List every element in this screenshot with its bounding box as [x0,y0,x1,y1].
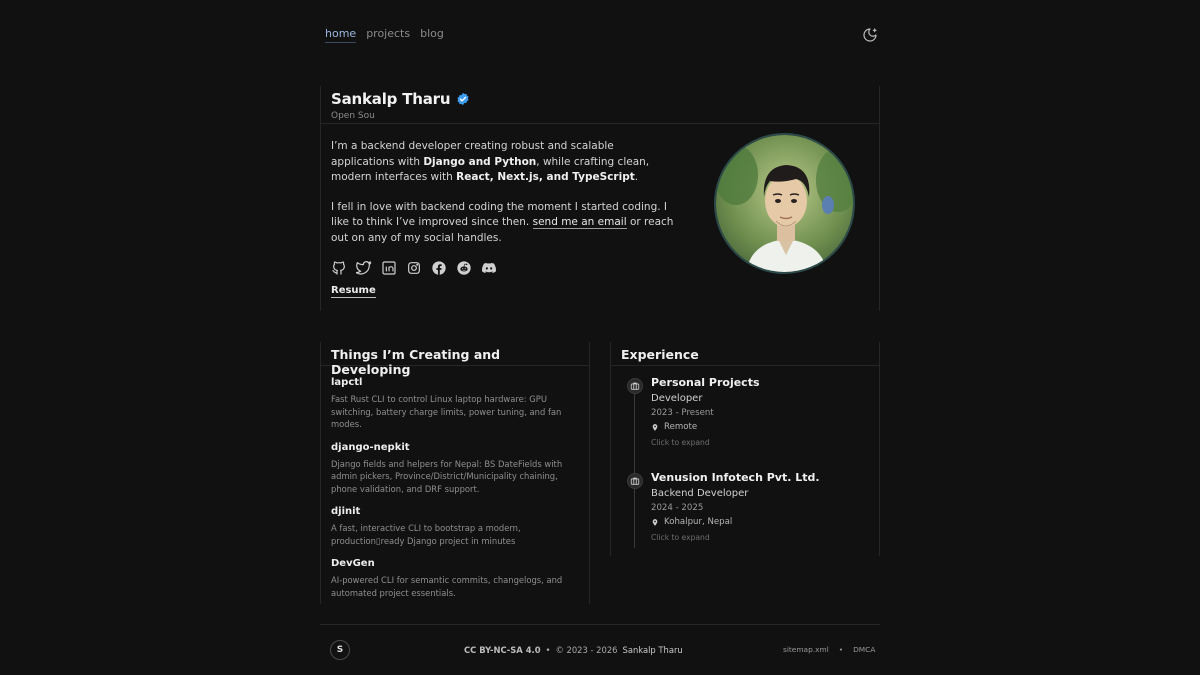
footer-separator: • [545,645,551,655]
experience-location-text: Remote [664,422,698,432]
github-icon[interactable] [331,260,347,276]
experience-dates: 2023 - Present [651,408,714,418]
moon-icon [862,27,878,43]
project-description: AI-powered CLI for semantic commits, changelogs, and automated project essentials. [331,575,563,598]
footer-copyright [464,645,683,655]
project-description: Fast Rust CLI to control Linux laptop hardware: GPU switching, battery charge limits, power tuning, and fan modes. [331,394,562,429]
experience-title: Experience [611,342,879,366]
email-link[interactable]: send me an email [532,216,627,228]
copyright-owner: Sankalp Tharu [622,645,683,655]
bio-paragraph-2 [331,200,676,247]
experience-company: Venusion Infotech Pvt. Ltd. [651,471,820,484]
project-description: A fast, interactive CLI to bootstrap a modern, production▯ready Django project in minutes [331,523,521,546]
bio-text: I fell in love with backend coding the moment I started coding. I like to think I’ve improved since then. [331,200,668,228]
bio-highlight: Django and Python [423,155,537,168]
bio-text: . [634,171,639,183]
footer-divider [320,624,880,625]
project-name: djinit [331,506,361,517]
copyright-years: © 2023 - 2026 [555,645,618,655]
instagram-icon[interactable] [406,260,422,276]
bio-text: , while crafting clean, modern interfaces with [331,155,650,183]
reddit-icon[interactable] [456,260,472,276]
avatar-illustration [716,135,855,274]
verified-badge-icon [456,92,470,106]
project-item[interactable] [321,377,589,431]
bio-text: I’m a backend developer creating robust and scalable applications with [331,140,614,168]
experience-role: Developer [651,393,703,404]
hero-card [320,86,880,311]
experience-dates: 2024 - 2025 [651,503,704,513]
experience-section [610,342,880,556]
bio-paragraph-1 [331,139,676,186]
expand-toggle[interactable]: Click to expand [651,438,710,447]
nav-home[interactable]: home [325,27,356,43]
experience-company: Personal Projects [651,376,760,389]
project-name: django-nepkit [331,441,410,453]
experience-location-text: Kohalpur, Nepal [664,517,733,527]
projects-title: Things I’m Creating and Developing [321,342,589,366]
bio-highlight: React, Next.js, and TypeScript [456,171,635,183]
profile-tagline: Open Sou [331,111,375,121]
experience-location [651,422,760,432]
location-pin-icon [651,518,659,527]
experience-location [651,517,820,527]
briefcase-icon [627,378,643,394]
twitter-icon[interactable] [356,260,372,276]
social-links [331,260,497,276]
projects-section [320,342,590,604]
theme-toggle-button[interactable] [862,27,878,43]
bio [331,139,676,246]
top-nav [325,27,444,43]
location-pin-icon [651,423,659,432]
profile-name: Sankalp Tharu [331,90,451,108]
dmca-link[interactable]: DMCA [853,645,876,654]
license-link[interactable]: CC BY-NC-SA 4.0 [464,645,541,655]
nav-projects[interactable]: projects [366,27,411,40]
discord-icon[interactable] [481,260,497,276]
footer-logo[interactable]: S [330,640,350,660]
facebook-icon[interactable] [431,260,447,276]
project-item[interactable] [321,506,589,547]
project-name: DevGen [331,558,375,569]
avatar [714,133,855,274]
project-item[interactable] [321,558,589,599]
linkedin-icon[interactable] [381,260,397,276]
footer-separator: • [838,645,844,654]
experience-role: Backend Developer [651,488,749,499]
timeline-line [634,378,635,548]
resume-link[interactable]: Resume [331,285,376,296]
project-description: Django fields and helpers for Nepal: BS DateFields with admin pickers, Province/District/Municipality chaining, phone validation, and DRF support. [331,458,563,494]
briefcase-icon [627,473,643,489]
hero-header [321,86,879,124]
project-item[interactable] [321,442,589,496]
expand-toggle[interactable]: Click to expand [651,533,710,542]
bio-text: or reach out on any of my social handles. [331,216,674,244]
sitemap-link[interactable]: sitemap.xml [783,645,829,654]
project-name: lapctl [331,377,363,388]
nav-blog[interactable]: blog [420,27,444,40]
footer-links [783,645,875,654]
